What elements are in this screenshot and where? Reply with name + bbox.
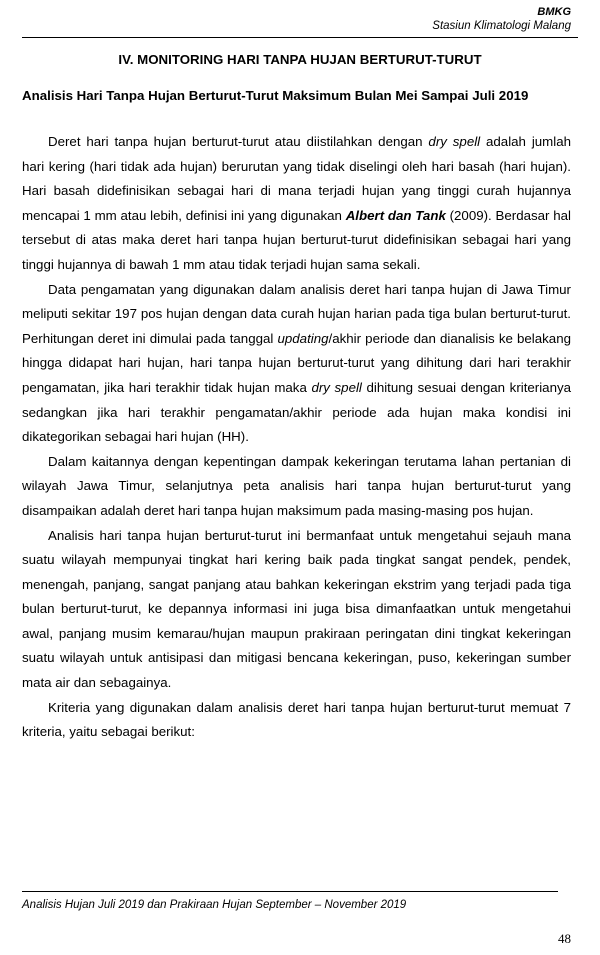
p2-dry-spell-term: dry spell [311,379,362,395]
body-text [22,130,571,745]
header-org: BMKG [537,6,571,18]
p1-text-c: adalah jumlah hari kering (hari tidak ada hujan) berurutan yang tidak diselingi oleh hari basah (hari hujan). Hari basah didefinisikan sebagai hari di mana terjadi hujan yang tinggi curah hujannya mencapai 1 mm atau lebih, definisi ini yang digunakan [22,134,571,223]
section-title: IV. MONITORING HARI TANPA HUJAN BERTURUT-TURUT [118,52,482,67]
paragraph-5: Kriteria yang digunakan dalam analisis deret hari tanpa hujan berturut-turut memuat 7 kriteria, yaitu sebagai berikut: [22,699,571,740]
footer-divider [22,891,558,892]
header-divider [22,37,578,38]
footer-text: Analisis Hujan Juli 2019 dan Prakiraan Hujan September – November 2019 [22,899,407,911]
p1-text-e: (2009). Berdasar hal tersebut di atas maka deret hari tanpa hujan berturut-turut didefinisikan sebagai hari yang tinggi hujannya di bawah 1 mm atau tidak terjadi hujan sama sekali. [22,207,571,272]
subheading: Analisis Hari Tanpa Hujan Berturut-Turut Maksimum Bulan Mei Sampai Juli 2019 [22,88,529,103]
p2-updating-term: updating [277,330,329,346]
paragraph-1 [22,130,571,278]
p2-text-a: Data pengamatan yang digunakan dalam analisis deret hari tanpa hujan di Jawa Timur meliputi sekitar 197 pos hujan dengan data curah hujan harian pada tiga bulan berturut-turut. Perhitungan deret ini dimulai pada tanggal [22,281,571,346]
paragraph-2 [22,278,571,450]
paragraph-4: Analisis hari tanpa hujan berturut-turut ini bermanfaat untuk mengetahui sejauh mana suatu wilayah mempunyai tingkat hari kering baik pada tingkat sangat pendek, pendek, menengah, panjang, sangat panjang atau bahkan kekeringan ekstrim yang terjadi pada tiga bulan berturut-turut, ke depannya informasi ini juga bisa dimanfaatkan untuk mengetahui awal, panjang musim kemarau/hujan maupun prakiraan peringatan dini tingkat kekeringan suatu wilayah untuk antisipasi dan mitigasi bencana kekeringan, puso, kekeringan sumber mata air dan sebagainya. [22,527,571,691]
p1-citation: Albert dan Tank [345,207,446,223]
p2-text-e: dihitung sesuai dengan kriterianya sedangkan jika hari terakhir pengamatan/akhir periode ada hujan maka kondisi ini dikategorikan sebagai hari hujan (HH). [22,379,572,445]
p1-text-a: Deret hari tanpa hujan berturut-turut atau diistilahkan dengan [48,134,429,149]
p1-dry-spell-term: dry spell [428,134,481,149]
paragraph-3: Dalam kaitannya dengan kepentingan dampak kekeringan terutama lahan pertanian di wilayah Jawa Timur, selanjutnya peta analisis hari tanpa hujan berturut-turut yang disampaikan adalah deret hari tanpa hujan maksimum pada masing-masing pos hujan. [22,453,571,518]
page-number: 48 [558,931,571,946]
p2-text-c: /akhir periode dan dianalisis ke belakang hingga didapat hari hujan, hari tanpa hujan berturut-turut yang dihitung dari hari terakhir pengamatan, jika hari terakhir tidak hujan maka [22,330,571,395]
header-station: Stasiun Klimatologi Malang [432,20,571,32]
